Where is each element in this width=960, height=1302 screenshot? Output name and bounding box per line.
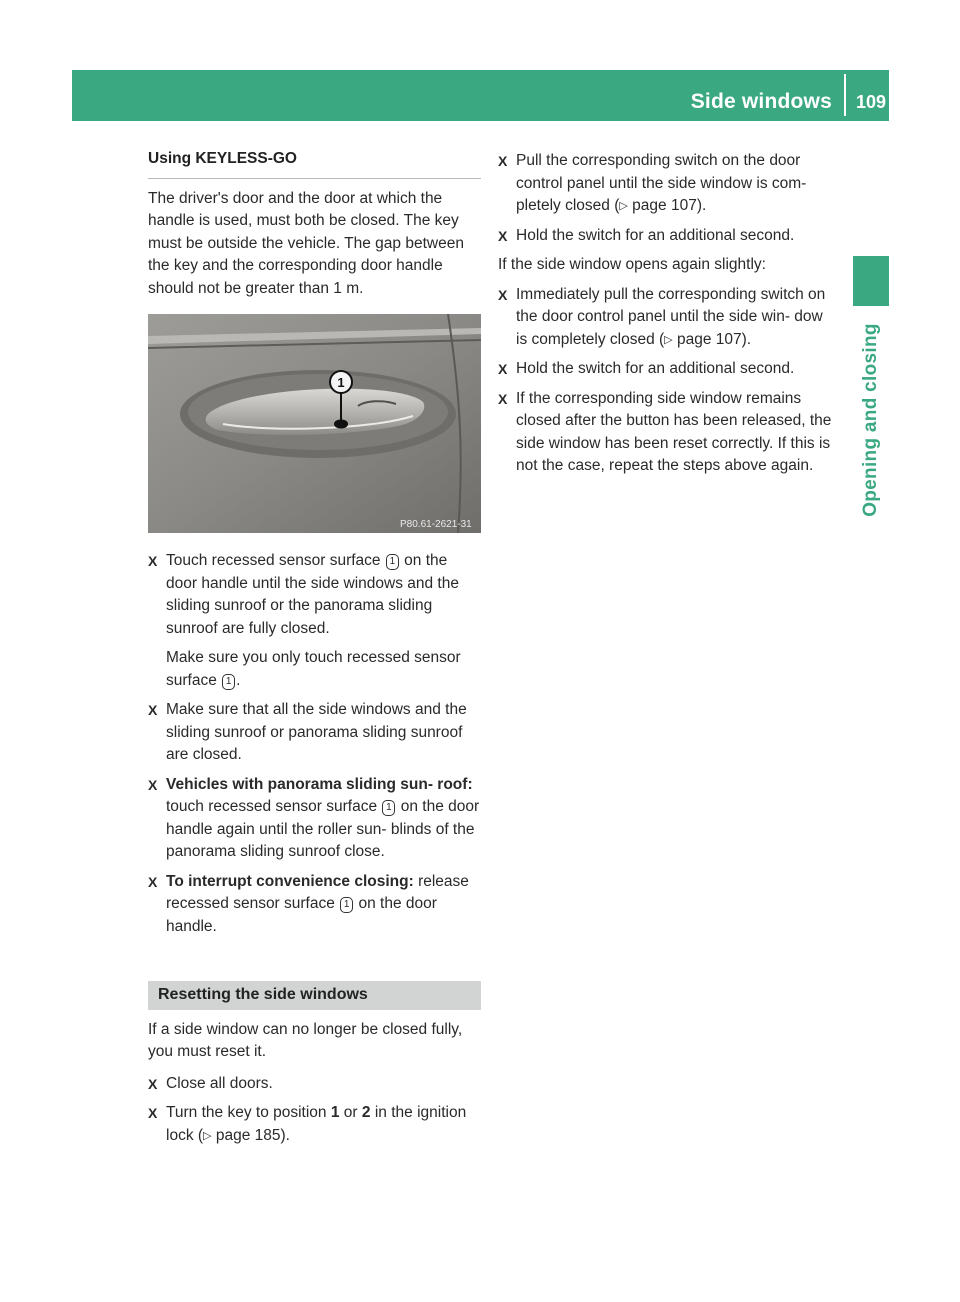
chapter-label: Opening and closing bbox=[860, 323, 881, 517]
door-handle-figure bbox=[148, 314, 481, 533]
page-number: 109 bbox=[855, 91, 886, 112]
step-pull-switch: X Pull the corresponding switch on the door control panel until the side window is com- pletely closed (▷ page 107). bbox=[498, 152, 807, 214]
page-ref-link[interactable]: page 185). bbox=[215, 1126, 290, 1144]
step-touch-sensor: X Touch recessed sensor surface 1 on the door handle until the side windows and the sliding sunroof or the panorama sliding sunroof are fully closed. Make sure you only touch recessed sensor surface 1 . bbox=[148, 550, 481, 692]
step-marker-icon: X bbox=[148, 1105, 158, 1121]
reset-intro: If a side window can no longer be closed fully, you must reset it. bbox=[148, 1020, 463, 1060]
heading-resetting-side-windows: Resetting the side windows bbox=[148, 981, 481, 1010]
step-turn-key: X Turn the key to position 1 or 2 in the ignition lock (▷ page 185). bbox=[148, 1104, 467, 1144]
step-marker-icon: X bbox=[498, 286, 508, 303]
step-marker-icon: X bbox=[498, 227, 508, 244]
section-title: Side windows bbox=[690, 90, 832, 113]
callout-1-label: 1 bbox=[337, 375, 345, 390]
callout-1-icon: 1 bbox=[382, 800, 395, 816]
heading-keyless-go: Using KEYLESS-GO bbox=[148, 148, 481, 179]
step-immediately-pull: X Immediately pull the corresponding switch on the door control panel until the side win- dow is completely closed (▷ page 107). bbox=[498, 285, 826, 348]
door-handle-illustration bbox=[148, 314, 481, 533]
intro-paragraph: The driver's door and the door at which the handle is used, must both be closed. The key must be outside the vehicle. The gap between the key and the corresponding door handle should not be greater than 1 m. bbox=[148, 189, 464, 297]
left-column bbox=[148, 148, 481, 1154]
page-ref-icon: ▷ bbox=[664, 333, 673, 346]
page-ref-icon: ▷ bbox=[203, 1129, 212, 1142]
page-ref-link[interactable]: page 107). bbox=[632, 197, 707, 214]
if-window-opens-text: If the side window opens again slightly: bbox=[498, 256, 766, 273]
step-panorama-sunroof: X Vehicles with panorama sliding sun- roof: touch recessed sensor surface 1 on the door handle again until the roller sun- blinds of the panorama sliding sunroof close. bbox=[148, 775, 480, 860]
running-header bbox=[691, 88, 886, 116]
step-hold-switch-again: X Hold the switch for an additional second. bbox=[498, 358, 834, 381]
right-column bbox=[498, 150, 834, 485]
step-marker-icon: X bbox=[148, 553, 158, 569]
step-marker-icon: X bbox=[498, 153, 508, 169]
callout-1-icon: 1 bbox=[222, 674, 235, 690]
chapter-tab bbox=[853, 256, 889, 306]
step-close-doors: X Close all doors. bbox=[148, 1073, 481, 1096]
step-marker-icon: X bbox=[148, 776, 158, 793]
step-hold-switch: X Hold the switch for an additional second. bbox=[498, 225, 834, 248]
figure-code: P80.61-2621-31 bbox=[400, 519, 472, 530]
step-marker-icon: X bbox=[148, 1075, 158, 1092]
page-ref-icon: ▷ bbox=[619, 200, 628, 212]
page-ref-link[interactable]: page 107). bbox=[676, 330, 752, 348]
step-marker-icon: X bbox=[498, 390, 508, 407]
step-window-remains-closed: X If the corresponding side window remains closed after the button has been released, the side window has been reset correctly. If this is not the case, repeat the steps above again. bbox=[498, 389, 832, 474]
step-marker-icon: X bbox=[148, 873, 158, 890]
step-marker-icon: X bbox=[148, 702, 158, 718]
step-note: Make sure you only touch recessed sensor surface 1 . bbox=[166, 649, 461, 689]
step-make-sure-closed: X Make sure that all the side windows and the sliding sunroof or panorama sliding sunroof are closed. bbox=[148, 701, 467, 763]
callout-1-icon: 1 bbox=[340, 897, 353, 913]
callout-1-icon: 1 bbox=[386, 554, 399, 570]
step-interrupt-closing: X To interrupt convenience closing: release recessed sensor surface 1 on the door handle. bbox=[148, 872, 469, 935]
step-marker-icon: X bbox=[498, 361, 508, 377]
header-divider bbox=[844, 74, 846, 116]
